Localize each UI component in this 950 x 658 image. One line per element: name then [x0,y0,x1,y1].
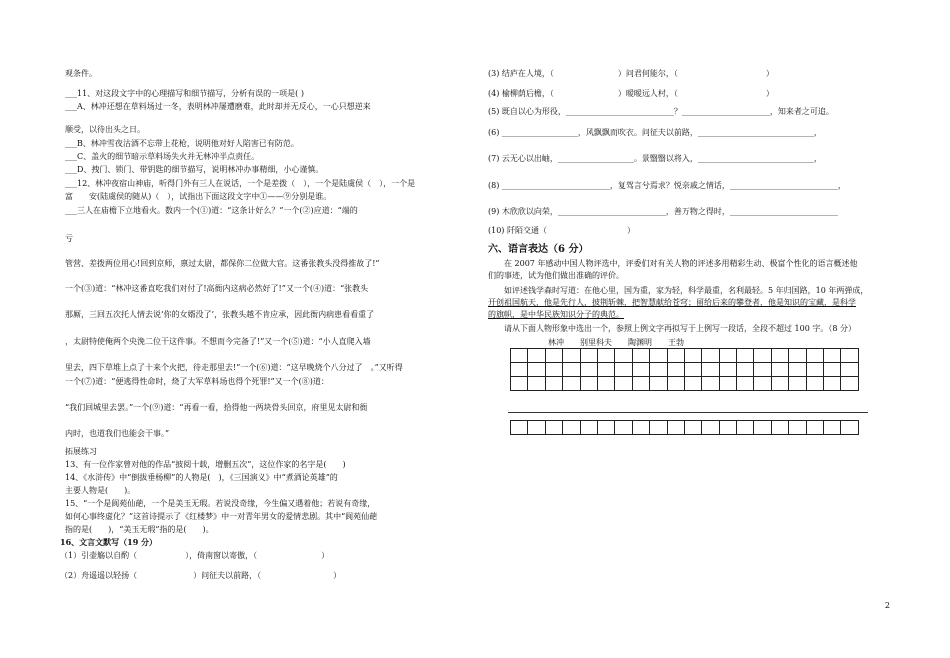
text-line: 富 安(陆虞侯的随从)（ ），试指出下面这段文字中①——⑨分别是谁。 [65,192,332,201]
option-11c: ___C、盖火的细节暗示草料场失火并无林冲半点责任。 [65,152,260,161]
recitation-item-1: （1）引壶觞以自酌（ ），倚南窗以寄傲，（ ） [60,551,330,560]
passage-line: ___三人在庙檐下立地看火。数内一个(①)道：“这条计好么？”一个(②)应道：“端的 [65,206,358,215]
passage-line: 亏 [65,234,73,243]
recitation-item-6: (6) ___________________，风飘飘而吹衣。问征夫以前路，_____________________________， [488,128,822,137]
passage-line: 管营、差拨两位用心!回到京师，禀过太尉，都保你二位做大官。这番张教头没得推故了!” [65,259,380,268]
example-line: 开创祖国航天，他是先行人，披荆斩棘，把智慧献给苍穹；留给后来的攀登者，他是知识的宝藏，是科学 [488,298,856,307]
passage-line: 一个(③)道：“林冲这番直吃我们对付了!高衙内这病必然好了!”又一个(④)道：“张教头 [65,284,369,293]
text-line: 指的是( )，“美玉无瑕”指的是( )。 [65,525,214,534]
recitation-item-5: (5) 既自以心为形役，___________________________？______________________，知来者之可追。 [488,107,834,116]
writing-grid-lower[interactable] [510,420,859,435]
character-options: 林冲 别里科夫 陶渊明 王勃 [548,338,684,347]
text-line: 顺受，以待出头之日。 [65,125,145,134]
question-16-title: 16、文言文默写（19 分） [60,537,158,547]
recitation-item-2: （2）舟遥遥以轻扬（ ）问征夫以前路，（ ） [60,571,342,580]
text-line: 如何心事终虚化？”这首诗提示了《红楼梦》中一对青年男女的爱情悲剧。其中“阆苑仙葩 [65,512,378,521]
passage-line: “我们回城里去罢。”一个(⑨)道：“再看一看，拾得他一两块骨头回京，府里见太尉和衙 [65,403,368,412]
passage-line: ，太尉特使俺两个央浼二位干这件事。不想而今完备了!”又一个(⑤)道：“小人直爬入墙 [65,337,371,346]
example-line: 的旗帜，是中华民族知识分子的典范。 [488,310,624,319]
recitation-item-9: (9) 木欣欣以向荣，___________________________，善万物之得时，___________________________ [488,207,838,216]
writing-grid-upper[interactable] [510,348,859,391]
question-13: 13、有一位作家曾对他的作品“披阅十载，增删五次”，这位作家的名字是( ) [65,460,346,469]
recitation-item-8: (8) ___________________________，复驾言兮焉求？悦亲戚之情话，___________________________， [488,181,846,190]
section-label: 拓展练习 [65,447,97,456]
recitation-item-7: (7) 云无心以出岫，___________________。景翳翳以将入，_____________________________， [488,154,822,163]
passage-line: 一个(⑦)道：“便逃得性命时，烧了大军草料场也得个死罪!”又一个(⑧)道： [65,377,329,386]
paragraph-line: 们的事迹，试为他们做出准确的评价。 [488,271,624,280]
page-number: 2 [884,601,890,610]
recitation-item-3: (3) 结庐在人境，（ ）问君何能尔，（ ） [488,69,774,78]
question-11: ___11、对这段文字中的心理描写和细节描写，分析有误的一项是( ) [65,89,304,98]
recitation-item-10: (10) 阡陌交通（ ） [488,226,635,235]
recitation-item-4: (4) 榆柳荫后檐，（ ）暧暧远人村，（ ） [488,89,774,98]
passage-line: 内时，也道我们也能会干事。” [65,429,170,438]
option-11a: ___A、林冲还想在草料场过一冬，表明林冲屡遭磨难，此时却并无反心，一心只想逆来 [65,102,371,111]
option-11d: ___D、拽门、锁门、带钥匙的细节描写，说明林冲办事精细，小心谨慎。 [65,165,324,174]
passage-line: 那厮，三回五次托人情去说‘你的女婿没了’，张教头越不肯应承，因此衙内病患看看重了 [65,310,375,319]
instruction-line: 请从下面人物形象中选出一个，参照上例文字再拟写于上例写一段话，全段不超过 100 字。（8 分） [488,324,856,333]
option-11b: ___B、林冲雪夜沽酒不忘带上花枪，说明他对好人陷害已有防范。 [65,139,299,148]
divider-line [508,412,868,413]
question-12: ___12、林冲夜宿山神庙，听得门外有三人在说话，一个是差拨（ ），一个是陆虞侯（ ），一个是 [65,179,416,188]
paragraph-line: 在 2007 年感动中国人物评选中，评委们对有关人物的评述多用精彩生动、极富个性化的语言概述他 [488,259,858,268]
question-14: 14、《水浒传》中“倒拔垂杨柳”的人物是( )，《三国演义》中“煮酒论英雄”的 [65,473,338,482]
text-line: 主要人物是( )。 [65,486,136,495]
question-15: 15、“一个是阆苑仙葩，一个是美玉无瑕。若说没奇缘，今生偏又遇着他；若说有奇缘， [65,499,376,508]
example-line: 如评述钱学森时写道：在他心里，国为重，家为轻，科学最重，名利最轻。5 年归国路，10 年两弹成， [488,286,869,295]
section-6-title: 六、语言表达（6 分） [488,244,589,255]
passage-line: 里去，四下草堆上点了十来个火把，待走那里去!”一个(⑥)道：“这早晚烧个八分过了 。”又听得 [65,363,403,372]
text-line: 观条件。 [65,69,97,78]
